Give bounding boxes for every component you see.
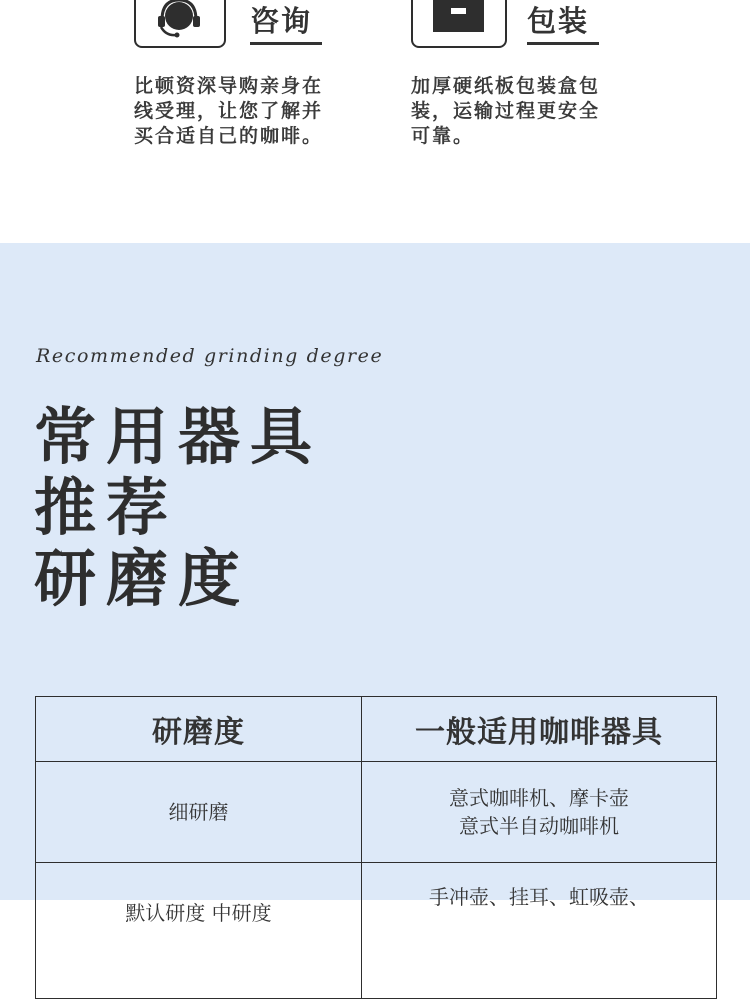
equipment-line: 意式半自动咖啡机 <box>459 814 619 838</box>
title-underline <box>527 42 599 45</box>
grind-cell: 默认研度 中研度 <box>36 863 362 999</box>
title-line: 常用器具 <box>34 400 323 473</box>
section-subtitle: Recommended grinding degree <box>36 345 384 367</box>
table-row <box>36 762 717 863</box>
header-coffee-equipment: 一般适用咖啡器具 <box>362 697 717 762</box>
equipment-cell <box>362 863 717 999</box>
feature-description: 加厚硬纸板包装盒包装，运输过程更安全可靠。 <box>411 75 601 147</box>
title-underline <box>250 42 322 45</box>
headset-support-icon <box>134 0 226 48</box>
grinding-table <box>35 696 717 999</box>
equipment-cell <box>362 762 717 863</box>
grinding-section <box>0 243 750 925</box>
table-header-row <box>36 697 717 762</box>
section-title <box>34 401 322 614</box>
header-grind-degree: 研磨度 <box>36 697 362 762</box>
equipment-line: 意式咖啡机、摩卡壶 <box>449 786 629 810</box>
title-line: 研磨度 <box>34 542 251 615</box>
equipment-line: 手冲壶、挂耳、虹吸壶、 <box>429 885 649 909</box>
feature-title: 咨询 <box>250 4 313 38</box>
feature-title: 包装 <box>527 4 590 38</box>
features-section <box>0 0 750 243</box>
feature-description: 比顿资深导购亲身在线受理，让您了解并买合适自己的咖啡。 <box>134 75 324 147</box>
package-box-icon <box>411 0 507 48</box>
grind-cell: 细研磨 <box>36 762 362 863</box>
table-row <box>36 863 717 999</box>
title-line: 推荐 <box>34 471 179 544</box>
